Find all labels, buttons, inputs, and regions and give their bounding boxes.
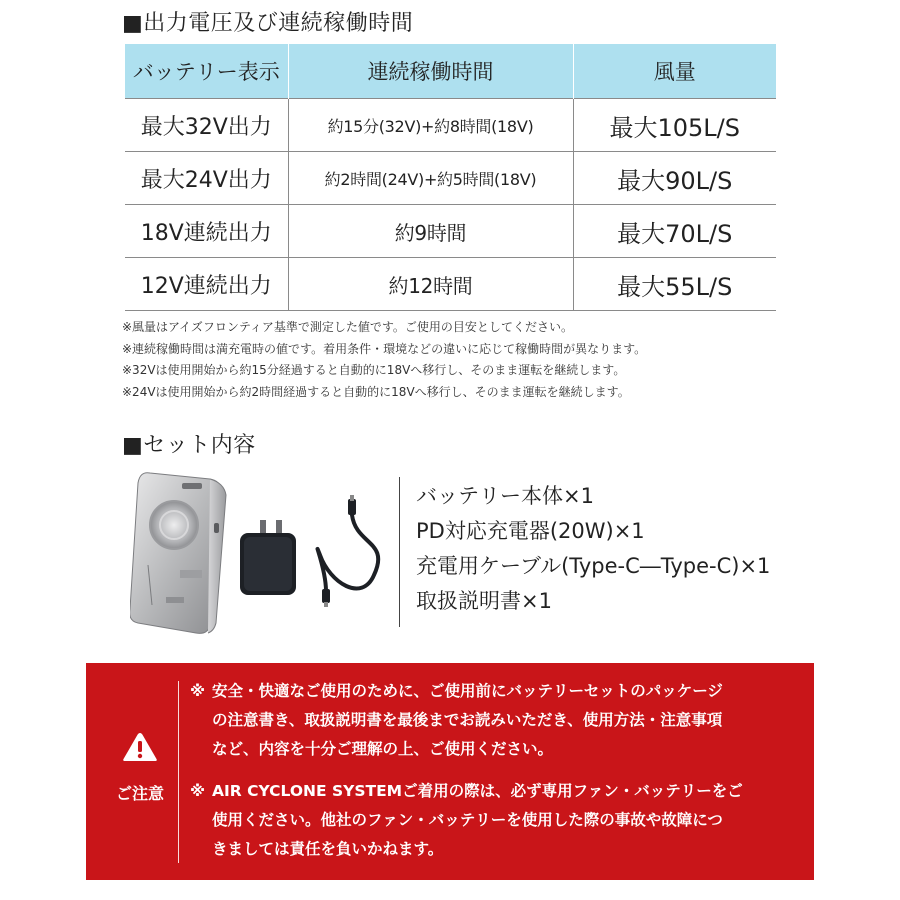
caution-line: 安全・快適なご使用のために、ご使用前にバッテリーセットのパッケージ: [212, 682, 723, 700]
table-header-row: [125, 44, 776, 99]
battery-icon: [130, 473, 226, 634]
column-header-display: バッテリー表示: [125, 44, 288, 99]
list-item: 充電用ケーブル(Type-C―Type-C)×1: [416, 554, 771, 578]
airflow-cell: 最大70L/S: [573, 205, 776, 258]
caution-line: など、内容を十分ご理解の上、ご使用ください。: [212, 740, 554, 758]
battery-display-cell: 最大32V出力: [125, 99, 288, 152]
table-row: [125, 152, 776, 205]
output-section-title: ■出力電圧及び連続稼働時間: [122, 11, 414, 36]
notes-list: [122, 317, 646, 403]
cable-icon: [318, 495, 379, 607]
table-row: [125, 99, 776, 152]
note-item: ※風量はアイズフロンティア基準で測定した値です。ご使用の目安としてください。: [122, 320, 573, 334]
table-row: [125, 205, 776, 258]
set-contents-list: [416, 479, 770, 619]
note-item: ※連続稼働時間は満充電時の値です。着用条件・環境などの違いに応じて稼働時間が異なります。: [122, 341, 647, 356]
reference-mark: ※: [190, 782, 206, 800]
column-header-runtime: 連続稼働時間: [288, 44, 573, 99]
caution-divider: [178, 681, 179, 863]
runtime-cell: 約12時間: [288, 258, 573, 311]
note-item: ※24Vは使用開始から約2時間経過すると自動的に18Vへ移行し、そのまま運転を継続します。: [122, 384, 630, 399]
caution-line: AIR CYCLONE SYSTEMご着用の際は、必ず専用ファン・バッテリーをご: [212, 782, 743, 800]
set-section-title: ■セット内容: [122, 433, 256, 458]
caution-line: きましては責任を負いかねます。: [212, 840, 444, 858]
table-row: [125, 258, 776, 311]
warning-triangle-icon: [122, 731, 158, 767]
airflow-cell: 最大105L/S: [573, 99, 776, 152]
note-item: ※32Vは使用開始から約15分経過すると自動的に18Vへ移行し、そのまま運転を継続します。: [122, 363, 626, 377]
battery-display-cell: 18V連続出力: [125, 205, 288, 258]
list-item: 取扱説明書×1: [416, 589, 552, 613]
charger-icon: [240, 520, 296, 595]
list-item: バッテリー本体×1: [416, 484, 594, 508]
spec-table: [125, 44, 776, 311]
runtime-cell: 約2時間(24V)+約5時間(18V): [288, 152, 573, 205]
list-item: PD対応充電器(20W)×1: [416, 519, 645, 543]
caution-line: の注意書き、取扱説明書を最後までお読みいただき、使用方法・注意事項: [212, 711, 723, 729]
product-image: [130, 465, 400, 635]
battery-display-cell: 最大24V出力: [125, 152, 288, 205]
airflow-cell: 最大90L/S: [573, 152, 776, 205]
runtime-cell: 約9時間: [288, 205, 573, 258]
battery-display-cell: 12V連続出力: [125, 258, 288, 311]
column-header-airflow: 風量: [573, 44, 776, 99]
airflow-cell: 最大55L/S: [573, 258, 776, 311]
caution-label: ご注意: [115, 784, 164, 803]
caution-box: [86, 663, 814, 880]
runtime-cell: 約15分(32V)+約8時間(18V): [288, 99, 573, 152]
reference-mark: ※: [190, 682, 206, 700]
set-divider: [399, 477, 400, 627]
caution-line: 使用ください。他社のファン・バッテリーを使用した際の事故や故障につ: [212, 811, 723, 829]
